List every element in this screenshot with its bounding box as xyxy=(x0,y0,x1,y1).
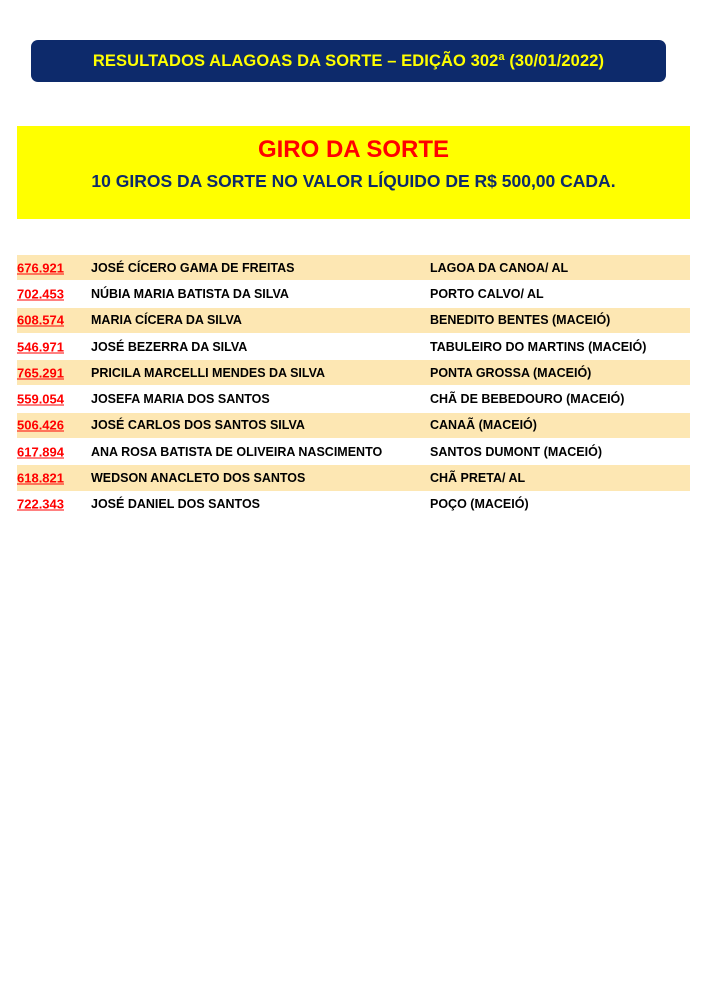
winner-name: JOSÉ BEZERRA DA SILVA xyxy=(91,339,248,354)
giro-title: GIRO DA SORTE xyxy=(257,136,450,163)
winner-name: ANA ROSA BATISTA DE OLIVEIRA NASCIMENTO xyxy=(91,444,383,459)
table-row xyxy=(17,465,690,491)
winner-name: NÚBIA MARIA BATISTA DA SILVA xyxy=(91,286,289,301)
table-row xyxy=(17,255,690,281)
page-title: RESULTADOS ALAGOAS DA SORTE – EDIÇÃO 302ª (30/01/2022) xyxy=(92,51,605,70)
results-table xyxy=(17,255,690,518)
table-row xyxy=(17,281,690,307)
winner-location: POÇO (MACEIÓ) xyxy=(430,497,529,512)
ticket-number[interactable]: 608.574 xyxy=(17,312,64,328)
winner-location: PONTA GROSSA (MACEIÓ) xyxy=(430,365,592,380)
table-row xyxy=(17,386,690,412)
winner-location: CANAÃ (MACEIÓ) xyxy=(430,418,537,433)
ticket-number[interactable]: 765.291 xyxy=(17,365,64,381)
giro-banner xyxy=(17,126,690,219)
winner-name: JOSÉ CÍCERO GAMA DE FREITAS xyxy=(91,260,295,275)
ticket-number[interactable]: 722.343 xyxy=(17,496,64,512)
header-bar xyxy=(31,40,666,82)
winner-name: MARIA CÍCERA DA SILVA xyxy=(91,313,242,328)
table-row xyxy=(17,439,690,465)
table-row xyxy=(17,308,690,334)
table-row xyxy=(17,492,690,518)
ticket-number[interactable]: 617.894 xyxy=(17,444,64,460)
table-row xyxy=(17,413,690,439)
winner-location: CHÃ PRETA/ AL xyxy=(430,471,526,486)
table-row xyxy=(17,334,690,360)
winner-location: PORTO CALVO/ AL xyxy=(430,286,544,301)
winner-location: TABULEIRO DO MARTINS (MACEIÓ) xyxy=(430,339,647,354)
ticket-number[interactable]: 618.821 xyxy=(17,470,64,486)
ticket-number[interactable]: 546.971 xyxy=(17,339,64,355)
winner-name: WEDSON ANACLETO DOS SANTOS xyxy=(91,471,306,486)
ticket-number[interactable]: 506.426 xyxy=(17,417,64,433)
ticket-number[interactable]: 559.054 xyxy=(17,391,64,407)
winner-name: JOSÉ CARLOS DOS SANTOS SILVA xyxy=(91,418,305,433)
winner-location: SANTOS DUMONT (MACEIÓ) xyxy=(430,444,602,459)
winner-name: JOSEFA MARIA DOS SANTOS xyxy=(91,392,270,407)
winner-location: BENEDITO BENTES (MACEIÓ) xyxy=(430,313,611,328)
ticket-number[interactable]: 676.921 xyxy=(17,260,64,276)
giro-subtitle: 10 GIROS DA SORTE NO VALOR LÍQUIDO DE R$ 500,00 CADA. xyxy=(91,171,616,191)
ticket-number[interactable]: 702.453 xyxy=(17,286,64,302)
winner-location: CHÃ DE BEBEDOURO (MACEIÓ) xyxy=(430,392,625,407)
winner-name: JOSÉ DANIEL DOS SANTOS xyxy=(91,497,261,512)
table-row xyxy=(17,360,690,386)
winner-location: LAGOA DA CANOA/ AL xyxy=(430,260,569,275)
winner-name: PRICILA MARCELLI MENDES DA SILVA xyxy=(91,365,326,380)
